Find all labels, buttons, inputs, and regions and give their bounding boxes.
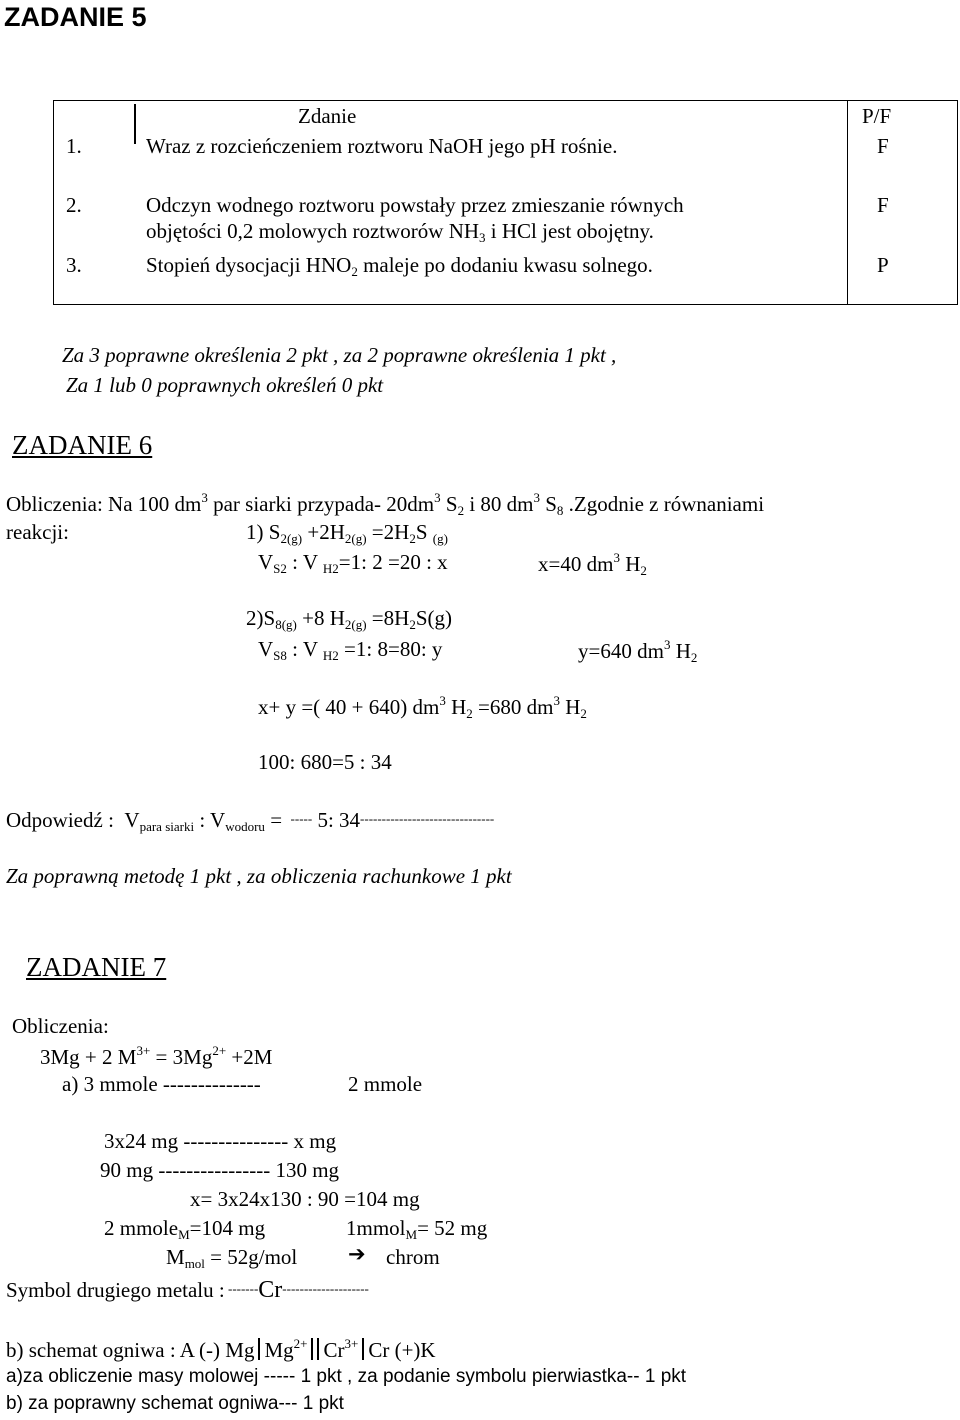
table-row-1-answer: F xyxy=(877,134,889,158)
z7-obliczenia-label: Obliczenia: xyxy=(12,1014,109,1038)
table-row-1-num: 1. xyxy=(66,134,82,158)
table-row-2-num: 2. xyxy=(66,193,82,217)
table-row-2-text-line1: Odczyn wodnego roztworu powstały przez zmieszanie równych xyxy=(146,193,684,217)
table-row-2-answer: F xyxy=(877,193,889,217)
z5-scoring-line-2: Za 1 lub 0 poprawnych określeń 0 pkt xyxy=(66,373,384,397)
z6-equation-1: 1) $S_{2(g)} +2H_{2(g)} =2H_2S$ $_{(g)}$ xyxy=(246,520,448,546)
z6-reakcji-label: reakcji: xyxy=(6,520,69,544)
z6-final-ratio: 100: 680=5 : 34 xyxy=(258,750,392,774)
z6-equation-2: $2)S_{8(g)} +8$ $H_{2(g)} =8H_2S(g)$ xyxy=(246,606,452,632)
z7-line-2: 90 mg ---------------- 130 mg xyxy=(100,1158,340,1182)
z6-ratio-2-result: y=640 $dm^3$ $H_2$ xyxy=(578,637,698,665)
table-header-zdanie: Zdanie xyxy=(298,104,357,128)
z7-equation: 3Mg + 2 $M^{3+} = 3Mg^{2+} +2M$ xyxy=(40,1043,273,1069)
z5-scoring-line-1: Za 3 poprawne określenia 2 pkt , za 2 poprawne określenia 1 pkt , xyxy=(62,343,617,367)
single-bar-separator-2 xyxy=(362,1338,364,1360)
z7-score-2: b) za poprawny schemat ogniwa--- 1 pkt xyxy=(6,1393,344,1414)
heading-zadanie-6: ZADANIE 6 xyxy=(12,430,153,460)
table-cursor-mark xyxy=(134,104,136,144)
z7-line-4-right: 1mmol$_M$= 52 mg xyxy=(346,1216,488,1242)
z6-scoring: Za poprawną metodę 1 pkt , za obliczenia rachunkowe 1 pkt xyxy=(6,864,512,888)
z7-line-1: 3x24 mg --------------- x mg xyxy=(104,1129,337,1153)
table-row-3-answer: P xyxy=(877,253,889,277)
table-header-pf: P/F xyxy=(862,104,892,128)
heading-zadanie-7: ZADANIE 7 xyxy=(26,952,167,982)
arrow-right-icon: ➔ xyxy=(348,1242,366,1266)
z6-ratio-1: $V_{S2}$ : V $_{H2}$=1: 2 =20 : x xyxy=(258,550,448,576)
z7-line-5-right: chrom xyxy=(386,1245,440,1269)
z6-answer: Odpowiedź : $V_{para siarki}$ : $V_{wodoru}$ = ----- 5: 34------------------------------- xyxy=(6,808,495,834)
single-bar-separator xyxy=(258,1338,260,1360)
z7-line-5: $M_{mol} = 52g/mol$ xyxy=(166,1245,298,1271)
table-row-3-num: 3. xyxy=(66,253,82,277)
z7-a-line: a) 3 mmole -------------- xyxy=(62,1072,261,1096)
table-divider-right xyxy=(847,101,848,304)
z6-ratio-2: $V_{S8}$ : V $_{H2}$ =1: 8=80: y xyxy=(258,637,443,663)
z7-line-4: 2 mmole$_M$=104 mg xyxy=(104,1216,266,1242)
table-row-3-text: Stopień dysocjacji $HNO_2$ maleje po dodaniu kwasu solnego. xyxy=(146,253,653,279)
table-row-1-text: Wraz z rozcieńczeniem roztworu NaOH jego pH rośnie. xyxy=(146,134,618,158)
table-row-2-text-line2: objętości 0,2 molowych roztworów $NH_3$ i HCl jest obojętny. xyxy=(146,219,654,245)
z7-symbol-line: Symbol drugiego metalu : -------Cr-------------------- xyxy=(6,1277,369,1303)
z6-intro-line: Obliczenia: Na 100 $dm^3$ par siarki przypada- $20dm^3$ $S_2$ i 80 $dm^3$ $S_8$ .Zgodnie z równaniami xyxy=(6,490,765,518)
z7-line-3: x= 3x24x130 : 90 =104 mg xyxy=(190,1187,420,1211)
z7-a-right: 2 mmole xyxy=(348,1072,423,1096)
z6-ratio-1-result: x=40 $dm^3$ $H_2$ xyxy=(538,550,647,578)
z7-b-line: b) schemat ogniwa : A (-) Mg $Mg^{2+}$ $Cr^{3+}$ Cr (+)K xyxy=(6,1336,436,1362)
z6-sum: x+ y =( 40 + 640) $dm^3$ $H_2 =680$ $dm^3$ $H_2$ xyxy=(258,693,587,721)
double-bar-separator xyxy=(311,1338,313,1360)
z7-score-1: a)za obliczenie masy molowej ----- 1 pkt , za podanie symbolu pierwiastka-- 1 pkt xyxy=(6,1366,687,1387)
heading-zadanie-5: ZADANIE 5 xyxy=(4,2,147,32)
